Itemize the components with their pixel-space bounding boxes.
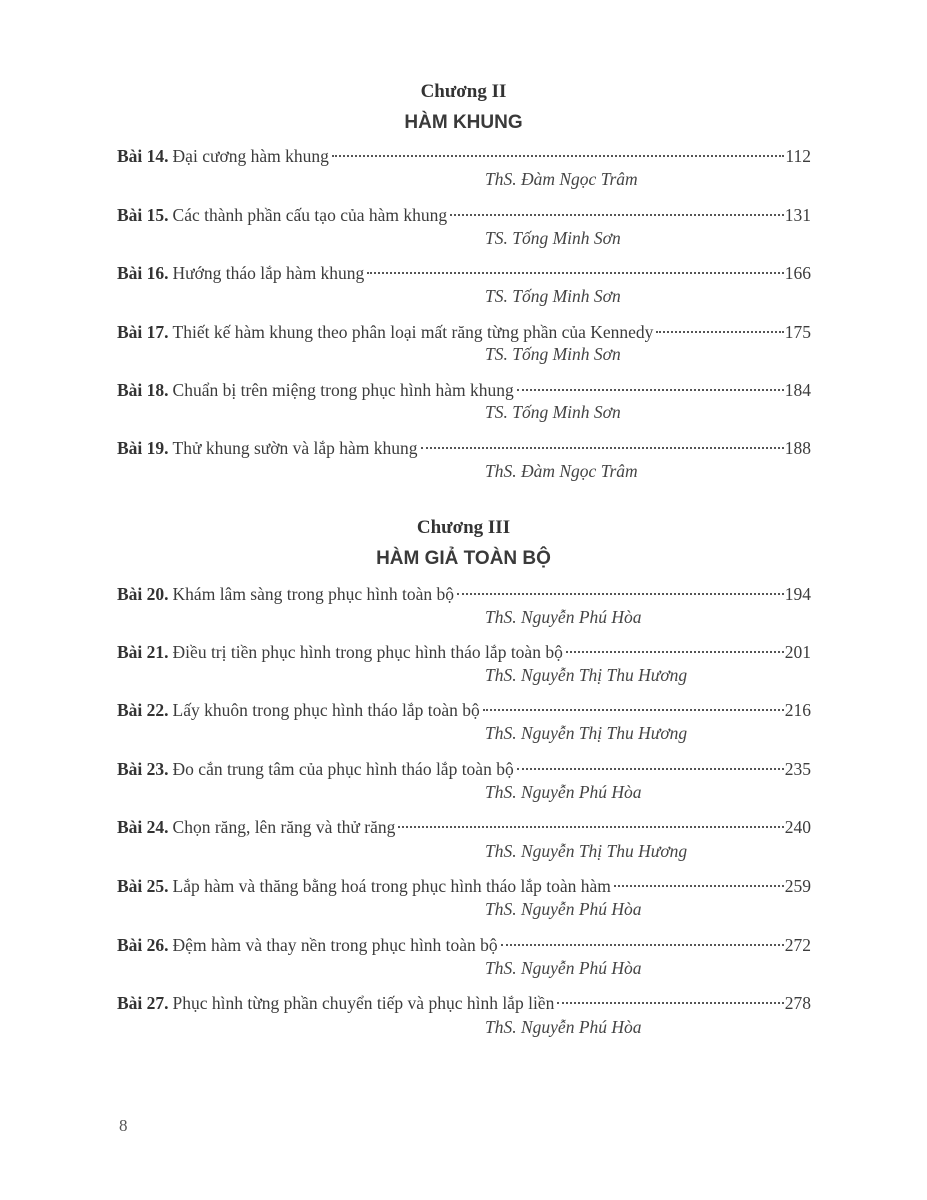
lesson-title: Đại cương hàm khung xyxy=(172,146,329,166)
lesson-number: Bài 25. xyxy=(117,876,169,896)
author: TS. Tống Minh Sơn xyxy=(485,402,621,422)
lesson-title: Đo cắn trung tâm của phục hình tháo lắp toàn bộ xyxy=(172,759,514,779)
toc-entry[interactable] xyxy=(117,199,811,225)
page-ref: 194 xyxy=(784,584,811,604)
author: ThS. Đàm Ngọc Trâm xyxy=(485,461,638,481)
dot-leader xyxy=(448,199,784,221)
author: TS. Tống Minh Sơn xyxy=(485,344,621,364)
dot-leader xyxy=(396,811,783,833)
lesson-title: Hướng tháo lắp hàm khung xyxy=(172,263,365,283)
lesson-number: Bài 16. xyxy=(117,263,169,283)
lesson-title: Chuẩn bị trên miệng trong phục hình hàm khung xyxy=(172,380,514,400)
toc-entry[interactable] xyxy=(117,140,811,166)
toc-entry[interactable] xyxy=(117,578,811,604)
toc-entry[interactable] xyxy=(117,987,811,1013)
toc-entry[interactable] xyxy=(117,432,811,458)
toc-entry[interactable] xyxy=(117,257,811,283)
page-ref: 235 xyxy=(784,759,811,779)
dot-leader xyxy=(499,929,784,951)
page-ref: 216 xyxy=(784,700,811,720)
lesson-number: Bài 22. xyxy=(117,700,169,720)
lesson-title: Các thành phần cấu tạo của hàm khung xyxy=(172,205,448,225)
lesson-number: Bài 18. xyxy=(117,380,169,400)
page-ref: 184 xyxy=(784,380,811,400)
lesson-number: Bài 21. xyxy=(117,642,169,662)
lesson-title: Lắp hàm và thăng bằng hoá trong phục hình tháo lắp toàn hàm xyxy=(172,876,611,896)
author: TS. Tống Minh Sơn xyxy=(485,228,621,248)
page-ref: 175 xyxy=(784,322,811,342)
toc-entry[interactable] xyxy=(117,316,811,342)
dot-leader xyxy=(515,753,784,775)
chapter-label: Chương II xyxy=(420,81,507,102)
chapter-title: HÀM KHUNG xyxy=(404,112,523,133)
chapter-title: HÀM GIẢ TOÀN BỘ xyxy=(376,548,551,569)
lesson-number: Bài 20. xyxy=(117,584,169,604)
page-ref: 272 xyxy=(784,935,811,955)
author: ThS. Nguyễn Thị Thu Hương xyxy=(485,723,688,743)
lesson-number: Bài 19. xyxy=(117,438,169,458)
lesson-number: Bài 23. xyxy=(117,759,169,779)
lesson-title: Điều trị tiền phục hình trong phục hình tháo lắp toàn bộ xyxy=(172,642,563,662)
lesson-number: Bài 26. xyxy=(117,935,169,955)
author: ThS. Nguyễn Thị Thu Hương xyxy=(485,665,688,685)
author: ThS. Nguyễn Phú Hòa xyxy=(485,958,642,978)
dot-leader xyxy=(564,636,784,658)
page-ref: 112 xyxy=(785,146,811,166)
toc-entry[interactable] xyxy=(117,636,811,662)
lesson-title: Khám lâm sàng trong phục hình toàn bộ xyxy=(172,584,454,604)
dot-leader xyxy=(330,140,785,162)
page-ref: 278 xyxy=(784,993,811,1013)
lesson-number: Bài 27. xyxy=(117,993,169,1013)
dot-leader xyxy=(481,694,784,716)
dot-leader xyxy=(555,987,783,1009)
dot-leader xyxy=(654,316,783,338)
lesson-number: Bài 14. xyxy=(117,146,169,166)
page-ref: 188 xyxy=(784,438,811,458)
lesson-title: Chọn răng, lên răng và thử răng xyxy=(172,817,396,837)
lesson-title: Đệm hàm và thay nền trong phục hình toàn bộ xyxy=(172,935,498,955)
page-ref: 240 xyxy=(784,817,811,837)
author: ThS. Nguyễn Phú Hòa xyxy=(485,1017,642,1037)
dot-leader xyxy=(612,870,784,892)
author: ThS. Nguyễn Thị Thu Hương xyxy=(485,841,688,861)
toc-entry[interactable] xyxy=(117,811,811,837)
chapter-label: Chương III xyxy=(416,517,511,538)
dot-leader xyxy=(419,432,784,454)
author: ThS. Nguyễn Phú Hòa xyxy=(485,899,642,919)
author: ThS. Nguyễn Phú Hòa xyxy=(485,607,642,627)
page-ref: 259 xyxy=(784,876,811,896)
page-ref: 166 xyxy=(784,263,811,283)
author: ThS. Nguyễn Phú Hòa xyxy=(485,782,642,802)
author: TS. Tống Minh Sơn xyxy=(485,286,621,306)
toc-entry[interactable] xyxy=(117,694,811,720)
toc-entry[interactable] xyxy=(117,753,811,779)
toc-entry[interactable] xyxy=(117,374,811,400)
dot-leader xyxy=(455,578,784,600)
lesson-title: Thử khung sườn và lắp hàm khung xyxy=(172,438,418,458)
toc-entry[interactable] xyxy=(117,870,811,896)
dot-leader xyxy=(515,374,784,396)
page-ref: 201 xyxy=(784,642,811,662)
author: ThS. Đàm Ngọc Trâm xyxy=(485,169,638,189)
lesson-number: Bài 24. xyxy=(117,817,169,837)
page-ref: 131 xyxy=(784,205,811,225)
toc-entry[interactable] xyxy=(117,929,811,955)
dot-leader xyxy=(365,257,783,279)
lesson-number: Bài 17. xyxy=(117,322,169,342)
page-number: 8 xyxy=(119,1116,128,1135)
lesson-number: Bài 15. xyxy=(117,205,169,225)
lesson-title: Thiết kế hàm khung theo phân loại mất răng từng phần của Kennedy xyxy=(172,322,654,342)
lesson-title: Phục hình từng phần chuyển tiếp và phục hình lắp liền xyxy=(172,993,555,1013)
lesson-title: Lấy khuôn trong phục hình tháo lắp toàn bộ xyxy=(172,700,480,720)
